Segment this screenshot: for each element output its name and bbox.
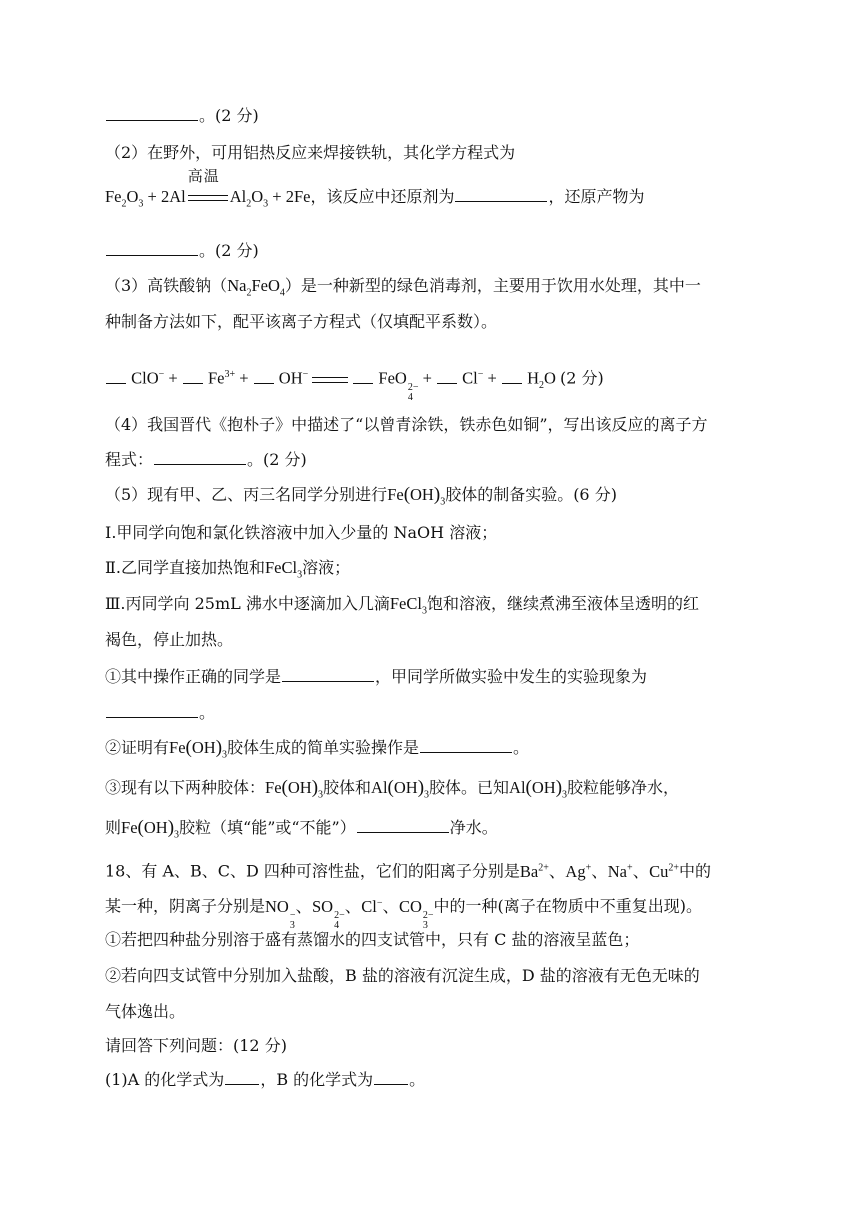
coef-blank[interactable] bbox=[183, 369, 203, 384]
coef-blank[interactable] bbox=[254, 369, 274, 384]
answer-blank[interactable] bbox=[106, 241, 198, 256]
answer-blank[interactable] bbox=[282, 667, 374, 682]
line-12a: ①其中操作正确的同学是 ，甲同学所做实验中发生的实验现象为 bbox=[105, 667, 648, 686]
answer-blank[interactable] bbox=[374, 1070, 408, 1085]
answer-blank[interactable] bbox=[225, 1070, 259, 1085]
answer-blank[interactable] bbox=[420, 738, 512, 753]
line-16a: 18、有 A、B、C、D 四种可溶性盐，它们的阳离子分别是$Ba^{2+}$、Ag+、Na+、$Cu^{2+}$中的 bbox=[105, 861, 712, 881]
line-12b: 。 bbox=[105, 703, 215, 723]
line-2: （2）在野外，可用铝热反应来焊接铁轨，其化学方程式为 bbox=[105, 143, 516, 162]
line-17: ①若把四种盐分别溶于盛有蒸馏水的四支试管中，只有 C 盐的溶液呈蓝色； bbox=[105, 930, 640, 949]
line-18a: ②若向四支试管中分别加入盐酸，B 盐的溶液有沉淀生成，D 盐的溶液有无色无味的 bbox=[105, 966, 700, 985]
line-16b: 某一种，阴离子分别是NO − 3 、SO 2− 4 、Cl−、CO 2− 3 中的一种(离子在物质中不重复出现)。 bbox=[105, 896, 703, 931]
line-14: ③现有以下两种胶体：$Fe(OH)_3$胶体和$Al(OH)_3$胶体。已知$Al(OH)_3$胶粒能够净水， bbox=[105, 777, 680, 801]
line-1: 。(2 分) bbox=[105, 106, 259, 126]
line-7b: 程式： 。(2 分) bbox=[105, 450, 307, 469]
answer-blank[interactable] bbox=[106, 106, 198, 121]
coef-blank[interactable] bbox=[437, 369, 457, 384]
line-5b: 种制备方法如下，配平该离子方程式（仅填配平系数）。 bbox=[105, 312, 498, 331]
line-13: ②证明有$Fe(OH)_3$胶体生成的简单实验操作是 。 bbox=[105, 737, 530, 761]
line-4: 。(2 分) bbox=[105, 241, 259, 261]
line-18b: 气体逸出。 bbox=[105, 1002, 186, 1021]
answer-blank[interactable] bbox=[154, 450, 246, 465]
line-6-ion-equation: $ClO^- + Fe^{3+} + OH^-$ FeO 2− 4 + $Cl^- + H_2O$ (2 分) bbox=[105, 365, 604, 403]
line-5a: （3）高铁酸钠$(Na_2FeO_4)$是一种新型的绿色消毒剂，主要用于饮用水处理，其中一 bbox=[105, 276, 701, 299]
answer-blank[interactable] bbox=[455, 187, 547, 202]
coef-blank[interactable] bbox=[502, 369, 522, 384]
line-9: Ⅰ.甲同学向饱和氯化铁溶液中加入少量的 NaOH 溶液； bbox=[105, 523, 498, 542]
coef-blank[interactable] bbox=[106, 369, 126, 384]
answer-blank[interactable] bbox=[106, 703, 198, 718]
line-8: （5）现有甲、乙、丙三名同学分别进行$Fe(OH)_3$胶体的制备实验。(6 分) bbox=[105, 484, 617, 508]
reaction-condition: 高温 bbox=[186, 187, 230, 207]
answer-blank[interactable] bbox=[357, 818, 449, 833]
coef-blank[interactable] bbox=[353, 369, 373, 384]
line-11a: Ⅲ.丙同学向 25mL 沸水中逐滴加入几滴FeCl$_3$饱和溶液，继续煮沸至液体呈透明的红 bbox=[105, 594, 699, 617]
line-20: (1)A 的化学式为 ，B 的化学式为 。 bbox=[105, 1070, 426, 1089]
line-10: Ⅱ.乙同学直接加热饱和FeCl$_3$溶液； bbox=[105, 558, 351, 581]
line-7a: （4）我国晋代《抱朴子》中描述了“以曾青涂铁，铁赤色如铜”，写出该反应的离子方 bbox=[105, 415, 708, 434]
line-15: 则$Fe(OH)_3$胶粒（填“能”或“不能”） 净水。 bbox=[105, 817, 498, 841]
line-3-thermite-equation: $Fe_2O_3 + 2Al$ 高温 $Al_2O_3 + 2Fe$，该反应中还原剂为 ，还原产物为 bbox=[105, 169, 645, 210]
line-11b: 褐色，停止加热。 bbox=[105, 630, 234, 649]
line-19: 请回答下列问题：(12 分) bbox=[105, 1036, 287, 1055]
